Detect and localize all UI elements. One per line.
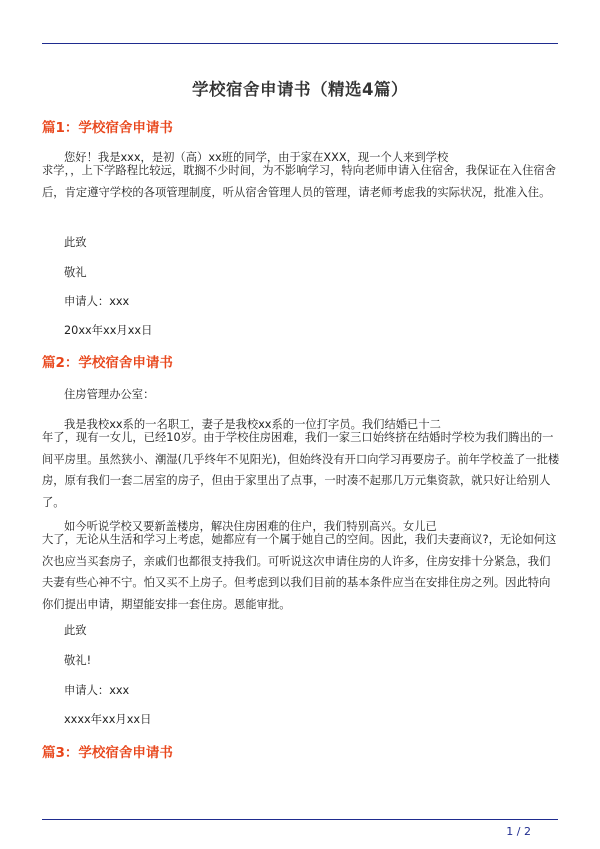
section-2-addressee: 住房管理办公室： — [64, 388, 155, 401]
document-title: 学校宿舍申请书（精选4篇） — [192, 80, 408, 99]
section-2-paragraph-3: 如今听说学校又要新盖楼房，解决住房困难的住户，我们特别高兴。女儿已 — [64, 520, 437, 533]
section-1-closing: 此致 — [64, 236, 87, 249]
section-1-heading: 篇1：学校宿舍申请书 — [42, 120, 173, 136]
section-2-closing: 此致 — [64, 624, 87, 637]
section-2-paragraph-1: 我是我校xx系的一名职工，妻子是我校xx系的一位打字员。我们结婚已十二 — [64, 418, 441, 431]
section-2-paragraph-2: 年了，现有一女儿，已经10岁。由于学校住房困难，我们一家三口始终挤在结婚时学校为我们腾出的一间平房里。虽然狭小、潮湿(几乎终年不见阳光)，但始终没有开口向学习再要房子。前年学校盖了一批楼房，原有我们一套二居室的房子，但由于家里出了点事，一时凑不起那几万元集资款，就只好让给别人了。 — [42, 431, 560, 509]
section-2-date: xxxx年xx月xx日 — [64, 713, 152, 726]
footer-rule — [42, 819, 558, 820]
section-2-heading: 篇2：学校宿舍申请书 — [42, 355, 173, 371]
section-3-heading: 篇3：学校宿舍申请书 — [42, 745, 173, 761]
section-2-applicant: 申请人：xxx — [64, 684, 130, 697]
section-1-paragraph-1: 您好！我是xxx，是初（高）xx班的同学，由于家在XXX，现一个人来到学校 — [64, 151, 449, 164]
section-2-salute: 敬礼! — [64, 654, 92, 667]
section-1-paragraph-2: 求学，，上下学路程比较远，耽搁不少时间，为不影响学习，特向老师申请入住宿舍，我保证在入住宿舍后，肯定遵守学校的各项管理制度，听从宿舍管理人员的管理，请老师考虑我的实际状况，批准入住。 — [42, 164, 557, 199]
page-indicator: 1 / 2 — [506, 825, 531, 838]
section-1-salute: 敬礼 — [64, 266, 87, 279]
section-2-paragraph-4: 大了，无论从生活和学习上考虑，她都应有一个属于她自己的空间。因此，我们夫妻商议?，无论如何这次也应当买套房子，亲戚们也都很支持我们。可听说这次申请住房的人许多，住房安排十分紧急，我们夫妻有些心神不宁。怕又买不上房子。但考虑到以我们目前的基本条件应当在安排住房之列。因此特向你们提出申请，期望能安排一套住房。恩能审批。 — [42, 533, 557, 611]
header-rule — [42, 43, 558, 44]
section-1-applicant: 申请人：xxx — [64, 295, 130, 308]
section-1-date: 20xx年xx月xx日 — [64, 324, 153, 337]
